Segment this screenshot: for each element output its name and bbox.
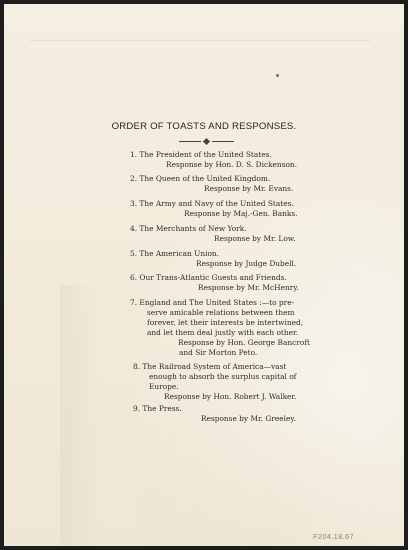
toast-item: 8. The Railroad System of America—vast: [133, 362, 287, 371]
toast-item: 9. The Press.: [133, 404, 182, 413]
title-ornament: [179, 139, 235, 144]
toast-item: 2. The Queen of the United Kingdom.: [130, 174, 271, 183]
ink-dot: [276, 74, 279, 77]
toast-response: and Sir Morton Peto.: [179, 348, 258, 357]
toast-response: Response by Hon. Robert J. Walker.: [164, 392, 297, 401]
catalog-mark: F204.18.67: [313, 532, 354, 541]
toast-item: 1. The President of the United States.: [130, 150, 272, 159]
toast-item-continuation: Europe.: [149, 382, 179, 391]
toast-item: 7. England and The United States :—to pre-: [130, 298, 295, 307]
toast-response: Response by Mr. Evans.: [204, 184, 294, 193]
paper-stain: [60, 285, 100, 545]
toast-item: 6. Our Trans-Atlantic Guests and Friends.: [130, 273, 287, 282]
toast-response: Response by Judge Dubell.: [196, 259, 297, 268]
toast-item-continuation: forever, let their interests be intertwined,: [147, 318, 304, 327]
toast-item-continuation: serve amicable relations between them: [147, 308, 295, 317]
toast-response: Response by Hon. D. S. Dickenson.: [166, 160, 298, 169]
toast-item: 5. The American Union.: [130, 249, 220, 258]
toast-response: Response by Hon. George Bancroft: [178, 338, 310, 347]
toast-response: Response by Mr. Low.: [214, 234, 296, 243]
toast-response: Response by Maj.-Gen. Banks.: [184, 209, 298, 218]
toast-item: 4. The Merchants of New York.: [130, 224, 247, 233]
document-title: ORDER OF TOASTS AND RESPONSES.: [111, 121, 297, 132]
toast-item: 3. The Army and Navy of the United States.: [130, 199, 294, 208]
toast-item-continuation: enough to absorb the surplus capital of: [149, 372, 297, 381]
toast-response: Response by Mr. Greeley.: [201, 414, 296, 423]
toast-response: Response by Mr. McHenry.: [198, 283, 299, 292]
show-through-frame: [30, 40, 370, 71]
toast-item-continuation: and let them deal justly with each other.: [147, 328, 299, 337]
